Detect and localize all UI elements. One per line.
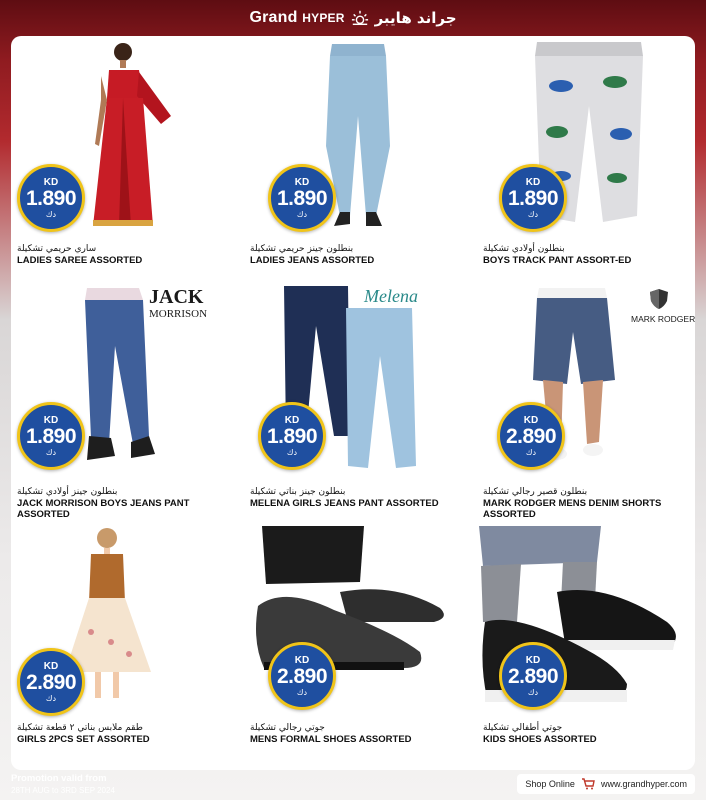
- product-tile-jack-morrison-jeans[interactable]: [11, 286, 239, 531]
- price-badge: KD 1.890 دك: [499, 164, 567, 232]
- product-tile-saree[interactable]: [11, 36, 239, 281]
- price-badge: KD 2.890 دك: [268, 642, 336, 710]
- product-tile-boys-track-pant[interactable]: [477, 36, 705, 281]
- product-name-ar: بنطلون قصير رجالي تشكيلة: [483, 487, 588, 497]
- product-name-en: BOYS TRACK PANT ASSORT-ED: [483, 255, 632, 266]
- footer: [0, 770, 706, 800]
- shop-online-label: Shop Online: [525, 779, 575, 789]
- product-name-en: LADIES SAREE ASSORTED: [17, 255, 143, 266]
- product-label: [250, 243, 470, 266]
- product-name-ar: بنطلون جينز أولادي تشكيلة: [17, 487, 118, 497]
- product-tile-mark-rodger-shorts[interactable]: [477, 286, 705, 531]
- product-name-en: KIDS SHOES ASSORTED: [483, 734, 597, 745]
- product-name-en: MARK RODGER MENS DENIM SHORTS ASSORTED: [483, 498, 662, 520]
- price-badge: KD 2.890 دك: [499, 642, 567, 710]
- product-label: [17, 722, 237, 745]
- shop-url[interactable]: www.grandhyper.com: [600, 779, 687, 789]
- brand-logo-mark-rodger: MARK RODGER: [631, 314, 696, 324]
- promo-title: Promotion valid from: [11, 773, 107, 784]
- promo-dates: 28TH AUG to 3RD SEP 2024: [11, 786, 115, 795]
- product-name-ar: جوتي رجالي تشكيلة: [250, 723, 325, 733]
- product-label: [250, 722, 470, 745]
- product-name-en: GIRLS 2PCS SET ASSORTED: [17, 734, 150, 745]
- brand-header: [0, 0, 706, 36]
- product-name-ar: بنطلون جينز حريمي تشكيلة: [250, 244, 354, 254]
- brand-logo-morrison: MORRISON: [149, 308, 208, 320]
- product-label: [17, 486, 237, 520]
- price-badge: KD 2.890 دك: [497, 402, 565, 470]
- price-badge: KD 1.890 دك: [268, 164, 336, 232]
- product-label: [17, 243, 237, 266]
- product-name-ar: بنطلون جينز بناتي تشكيلة: [250, 487, 346, 497]
- promotion-validity: [11, 773, 115, 795]
- price-badge: KD 2.890 دك: [17, 648, 85, 716]
- price-badge: KD 1.890 دك: [258, 402, 326, 470]
- brand-logo-jack: JACK: [149, 286, 204, 308]
- product-name-en: JACK MORRISON BOYS JEANS PANT ASSORTED: [17, 498, 190, 520]
- product-name-en: MELENA GIRLS JEANS PANT ASSORTED: [250, 498, 439, 509]
- sun-logo-icon: [351, 9, 369, 27]
- shop-online-link[interactable]: [517, 774, 695, 794]
- product-tile-melena-jeans[interactable]: [244, 286, 472, 531]
- product-name-ar: جوتي أطفالي تشكيلة: [483, 723, 563, 733]
- product-tile-kids-shoes[interactable]: [477, 522, 705, 767]
- product-name-ar: ساري حريمي تشكيلة: [17, 244, 97, 254]
- brand-name-en: Grand HYPER: [249, 9, 345, 26]
- product-label: [483, 243, 703, 266]
- product-tile-girls-2pcs-set[interactable]: [11, 522, 239, 767]
- product-label: [250, 486, 470, 509]
- price-badge: KD 1.890 دك: [17, 402, 85, 470]
- product-label: [483, 486, 703, 520]
- product-tile-mens-formal-shoes[interactable]: [244, 522, 472, 767]
- cart-icon: [581, 778, 595, 790]
- product-name-ar: طقم ملابس بناتي ٢ قطعة تشكيلة: [17, 723, 143, 733]
- product-name-en: LADIES JEANS ASSORTED: [250, 255, 375, 266]
- brand-name-ar: جراند هايبر: [374, 9, 457, 27]
- product-name-ar: بنطلون أولادي تشكيلة: [483, 244, 565, 254]
- product-name-en: MENS FORMAL SHOES ASSORTED: [250, 734, 412, 745]
- product-tile-ladies-jeans[interactable]: [244, 36, 472, 281]
- product-grid: [11, 36, 695, 770]
- shield-icon: [649, 288, 669, 310]
- brand-logo-melena: Melena: [364, 286, 418, 306]
- product-label: [483, 722, 703, 745]
- price-badge: KD 1.890 دك: [17, 164, 85, 232]
